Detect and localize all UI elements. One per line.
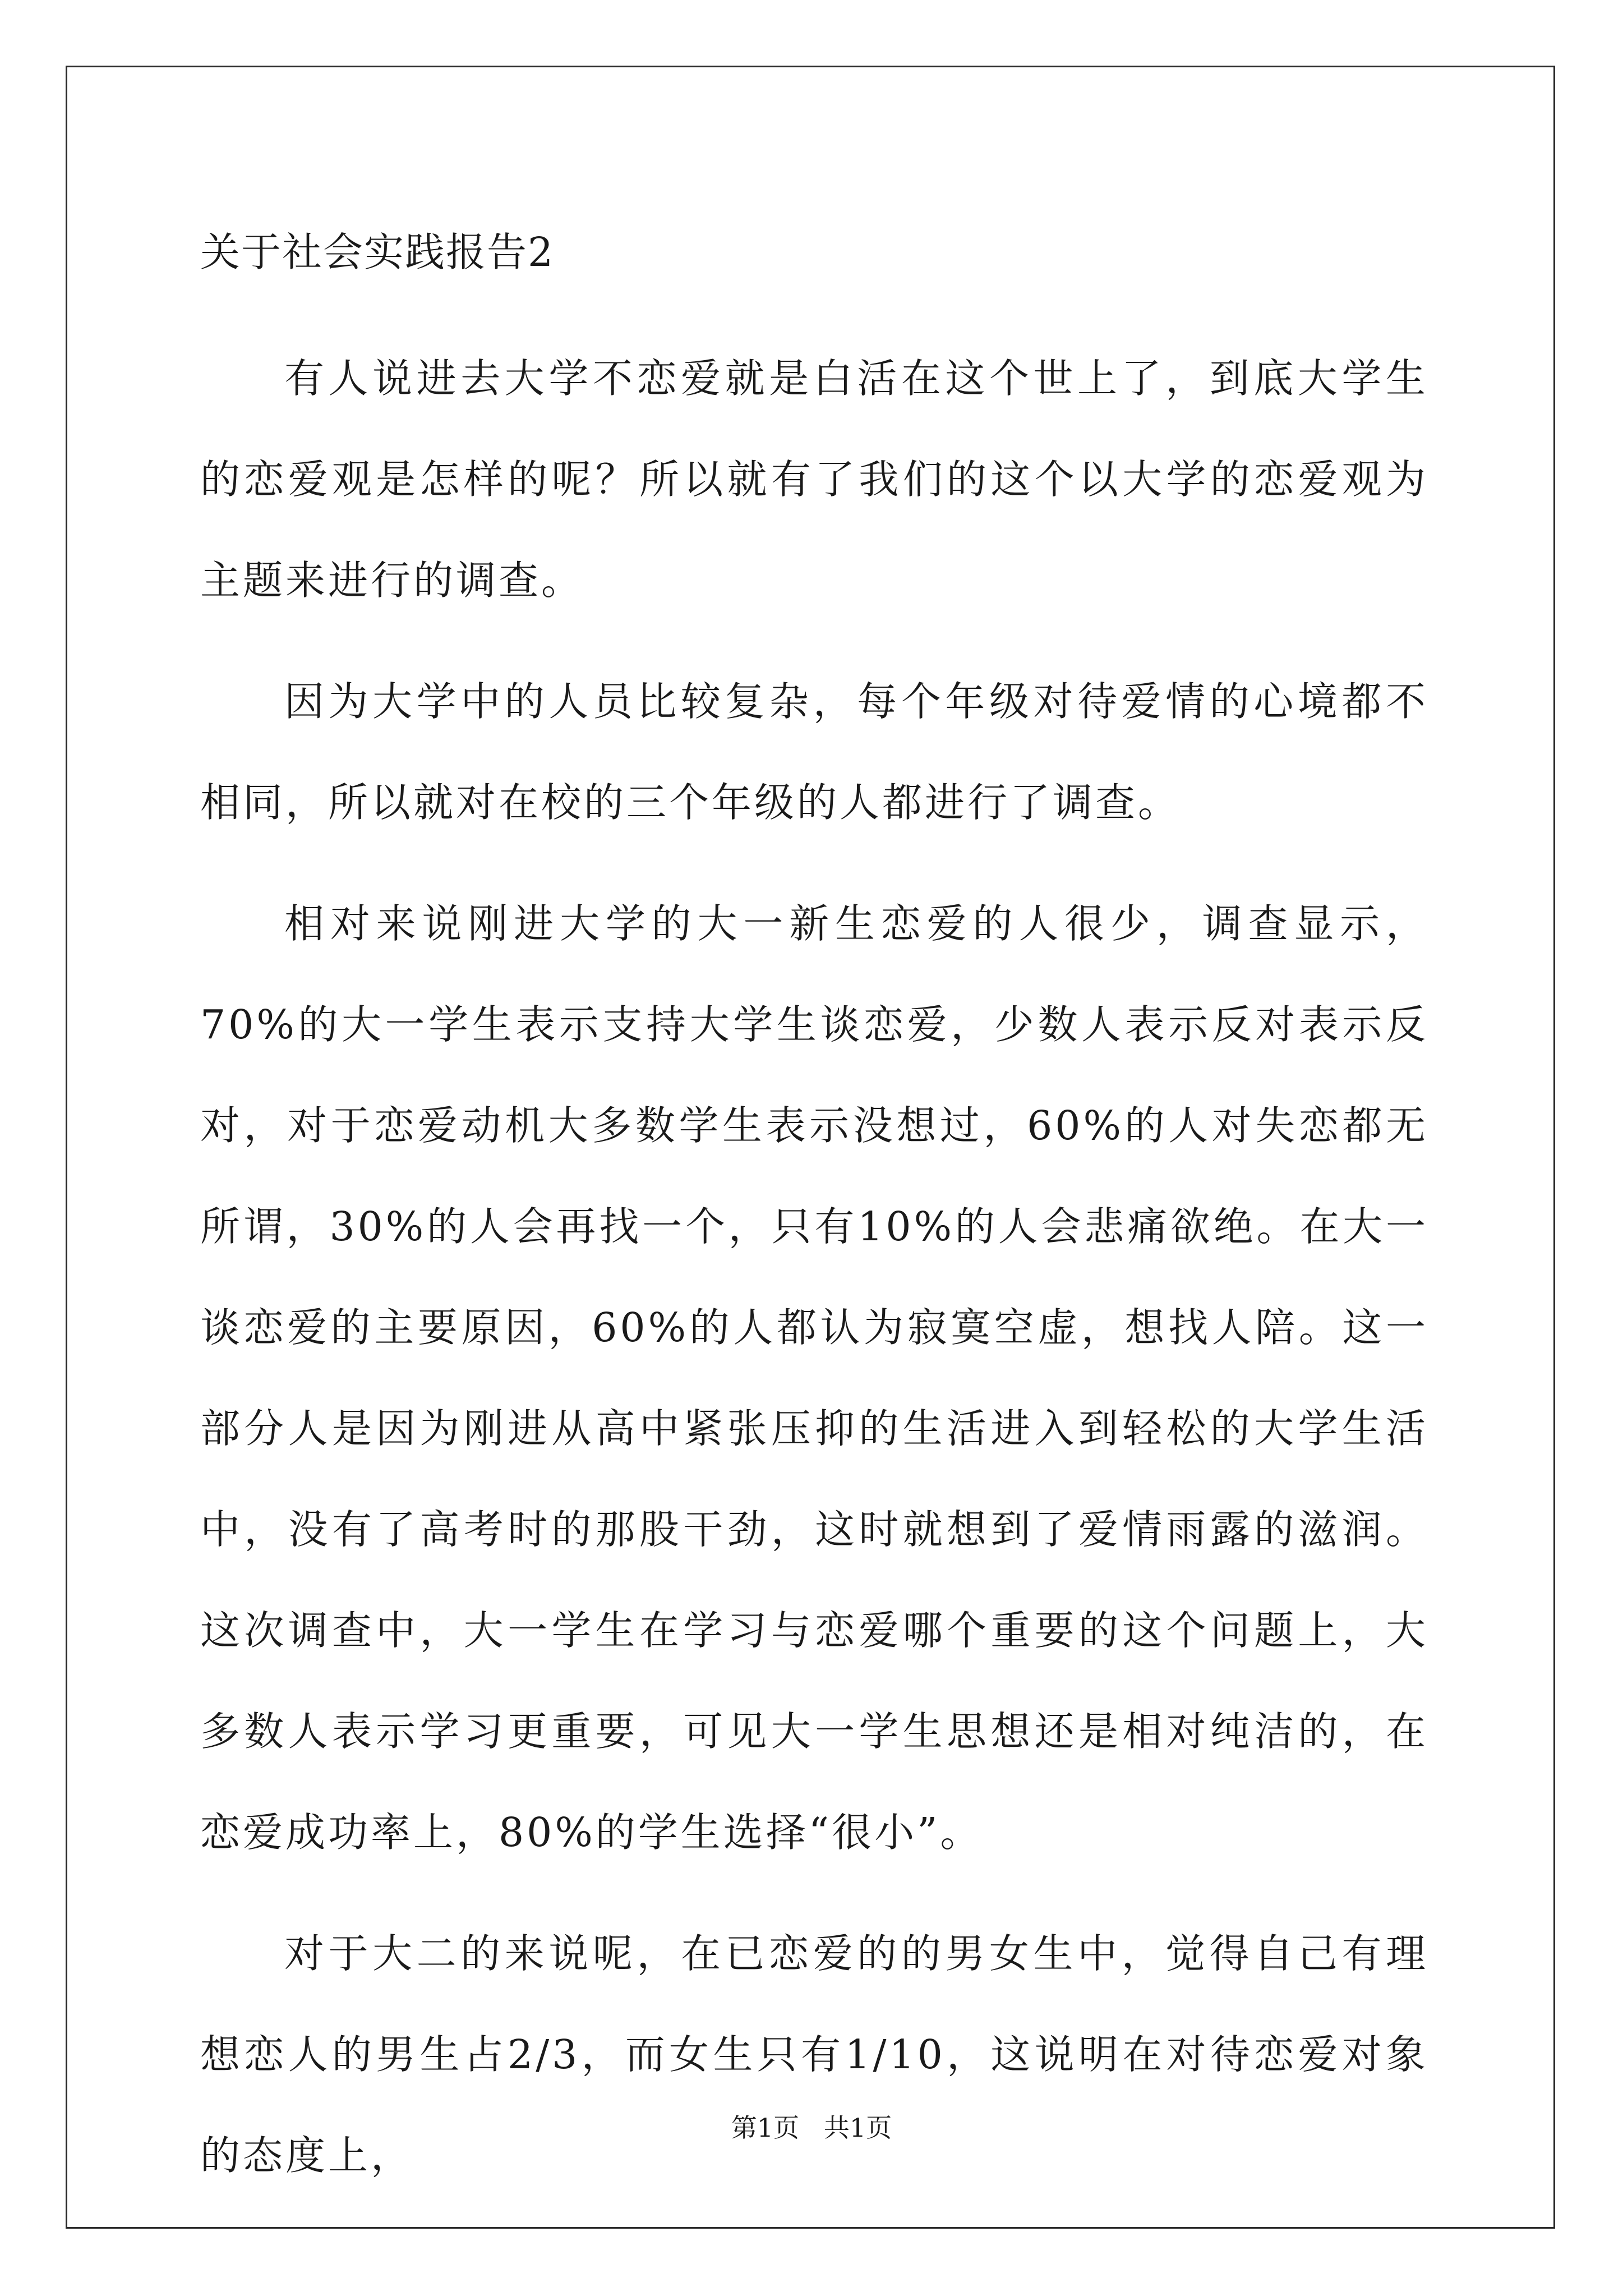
document-body: [200, 224, 1428, 2226]
paragraph-4: 对于大二的来说呢，在已恋爱的的男女生中，觉得自己有理想恋人的男生占2/3，而女生只有1/10，这说明在对待恋爱对象的态度上，: [200, 1930, 1428, 2179]
paragraph-3: 相对来说刚进大学的大一新生恋爱的人很少，调查显示，70%的大一学生表示支持大学生谈恋爱，少数人表示反对表示反对，对于恋爱动机大多数学生表示没想过，60%的人对失恋都无所谓，30%的人会再找一个，只有10%的人会悲痛欲绝。在大一谈恋爱的主要原因，60%的人都认为寂寞空虚，想找人陪。这一部分人是因为刚进从高中紧张压抑的生活进入到轻松的大学生活中，没有了高考时的那股干劲，这时就想到了爱情雨露的滋润。这次调查中，大一学生在学习与恋爱哪个重要的这个问题上，大多数人表示学习更重要，可见大一学生思想还是相对纯洁的，在恋爱成功率上，80%的学生选择“很小”。: [200, 900, 1428, 1856]
page-number-label: 第1页 共1页: [731, 2113, 892, 2143]
page-footer: [0, 2111, 1623, 2145]
document-title: 关于社会实践报告2: [200, 229, 555, 275]
paragraph-2: 因为大学中的人员比较复杂，每个年级对待爱情的心境都不相同，所以就对在校的三个年级的人都进行了调查。: [200, 678, 1428, 826]
paragraph-1: 有人说进去大学不恋爱就是白活在这个世上了，到底大学生的恋爱观是怎样的呢？所以就有了我们的这个以大学的恋爱观为主题来进行的调查。: [200, 355, 1428, 604]
